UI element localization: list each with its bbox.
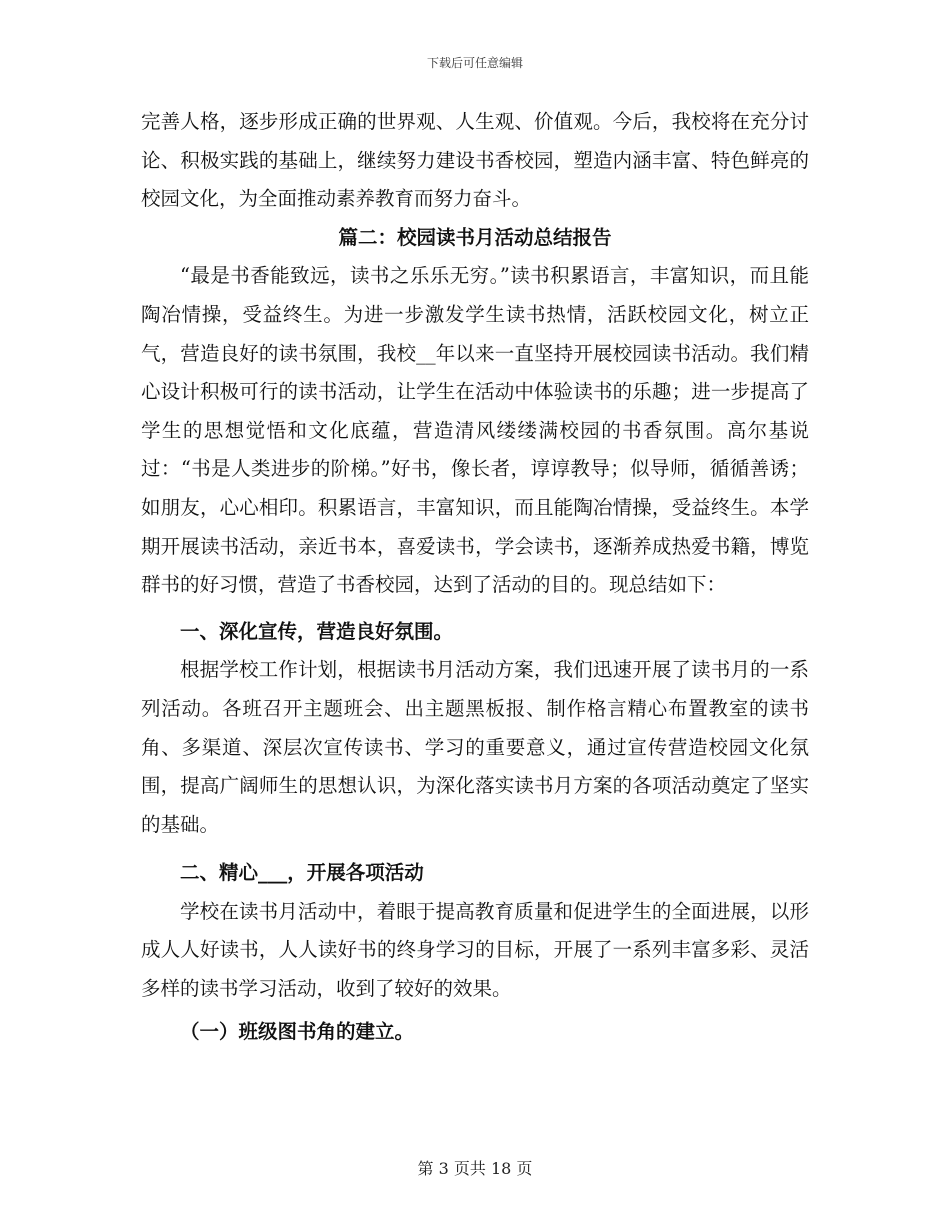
paragraph-publicity: 根据学校工作计划，根据读书月活动方案，我们迅速开展了读书月的一系列活动。各班召开主题班会、出主题黑板报、制作格言精心布置教室的读书角、多渠道、深层次宣传读书、学习的重要意义，通过宣传营造校园文化氛围，提高广阔师生的思想认识，为深化落实读书月方案的各项活动奠定了坚实的基础。 — [141, 658, 809, 836]
heading-activities: 二、精心___，开展各项活动 — [180, 861, 424, 885]
heading-class-library: （一）班级图书角的建立。 — [180, 1019, 415, 1043]
heading-publicity: 一、深化宣传，营造良好氛围。 — [180, 619, 454, 643]
section-title: 篇二：校园读书月活动总结报告 — [338, 225, 612, 249]
document-body — [141, 103, 809, 1051]
page-header: 下载后可任意编辑 — [426, 56, 523, 70]
paragraph-intro: “最是书香能致远，读书之乐乐无穷。”读书积累语言，丰富知识，而且能陶冶情操，受益终生。为进一步激发学生读书热情，活跃校园文化，树立正气，营造良好的读书氛围，我校__年以来一直坚持开展校园读书活动。我们精心设计积极可行的读书活动，让学生在活动中体验读书的乐趣；进一步提高了学生的思想觉悟和文化底蕴，营造清风缕缕满校园的书香氛围。高尔基说过：“书是人类进步的阶梯。”好书，像长者，谆谆教导；似导师，循循善诱；如朋友，心心相印。积累语言，丰富知识，而且能陶冶情操，受益终生。本学期开展读书活动，亲近书本，喜爱读书，学会读书，逐渐养成热爱书籍，博览群书的好习惯，营造了书香校园，达到了活动的目的。现总结如下： — [141, 264, 809, 597]
page-footer: 第 3 页共 18 页 — [417, 1159, 533, 1178]
paragraph-activities: 学校在读书月活动中，着眼于提高教育质量和促进学生的全面进展，以形成人人好读书，人人读好书的终身学习的目标，开展了一系列丰富多彩、灵活多样的读书学习活动，收到了较好的效果。 — [141, 899, 809, 1001]
paragraph-continuation: 完善人格，逐步形成正确的世界观、人生观、价值观。今后，我校将在充分讨论、积极实践的基础上，继续努力建设书香校园，塑造内涵丰富、特色鲜亮的校园文化，为全面推动素养教育而努力奋斗。 — [141, 110, 809, 211]
